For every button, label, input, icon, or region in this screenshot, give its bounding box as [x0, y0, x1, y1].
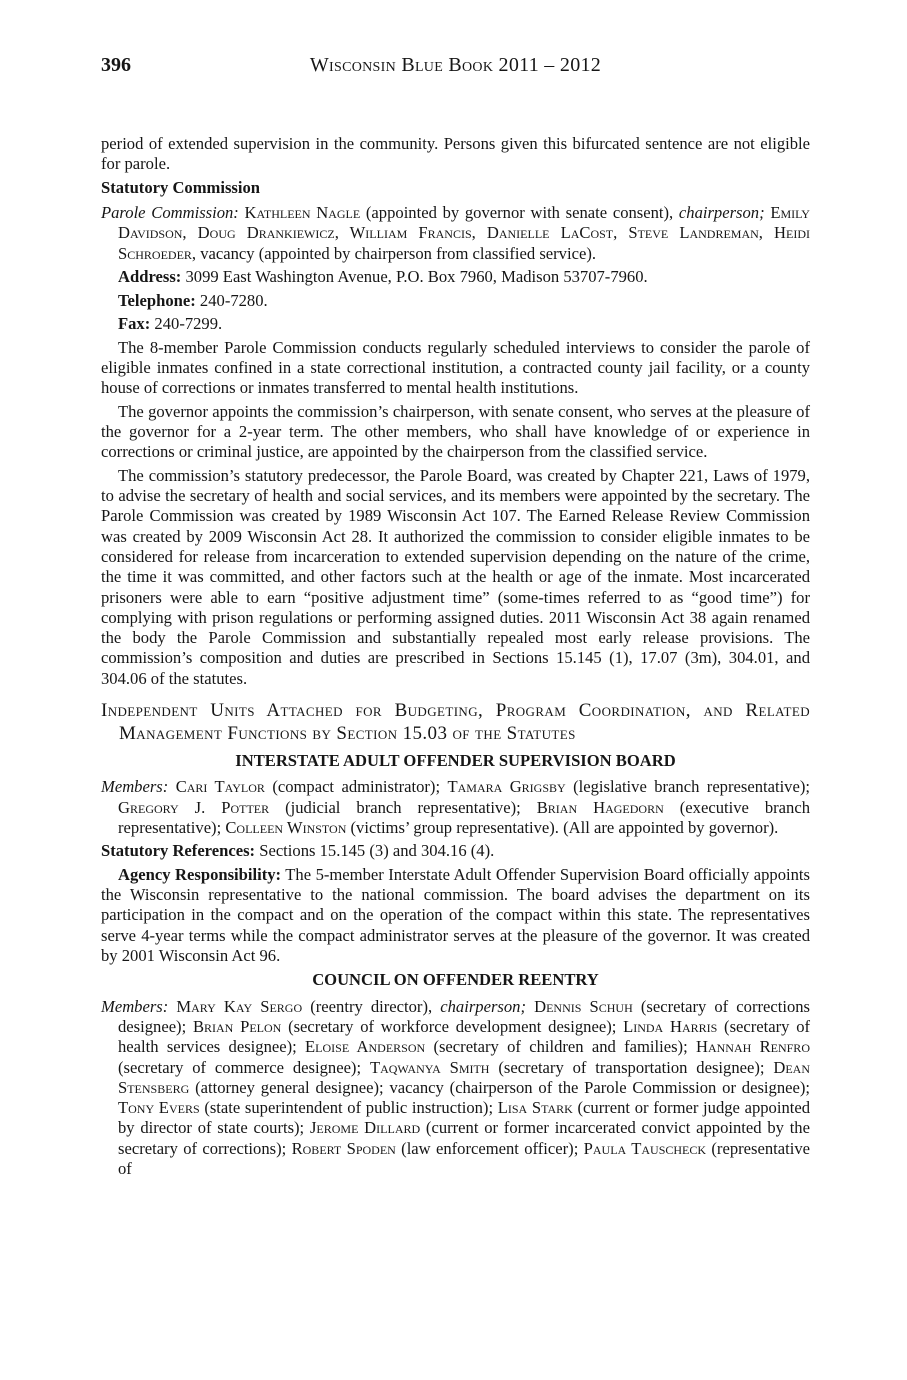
chair-name: Mary Kay Sergo: [176, 996, 303, 1016]
member-role: (attorney general designee); vacancy (chairperson of the Parole Commission or designee);: [195, 1077, 810, 1097]
member-name: Tony Evers: [118, 1098, 200, 1118]
page-body: [101, 134, 810, 1183]
page-header: [101, 54, 810, 82]
member-role: (current or former incarcerated convict appointed by the secretary of corrections);: [118, 1118, 810, 1158]
statutory-references-text: Sections 15.145 (3) and 304.16 (4).: [259, 841, 495, 861]
member-role: (victims’ group representative).: [350, 817, 559, 837]
agency-responsibility-text: The 5-member Interstate Adult Offender Supervision Board officially appoints the Wisconsin representative to the national commission. The board advises the department on its participation in the compact and on the operation of the compact within this state. The representatives serve 4-year terms while the compact administrator serves at the pleasure of the governor. It was created by 2001 Wisconsin Act 96.: [101, 864, 810, 966]
statutory-references: [101, 841, 810, 861]
member-role: (current or former judge appointed by director of state courts);: [118, 1098, 811, 1138]
address-value: 3099 East Washington Avenue, P.O. Box 7960, Madison 53707-7960.: [185, 267, 648, 287]
reentry-council-members: [101, 997, 810, 1180]
chair-text: (appointed by governor with senate consent),: [365, 203, 674, 223]
interstate-board-heading: INTERSTATE ADULT OFFENDER SUPERVISION BOARD: [235, 751, 676, 771]
member-name: Cari Taylor: [175, 777, 265, 797]
member-name: Dennis Schuh: [534, 996, 633, 1016]
member-name: Eloise Anderson: [305, 1037, 426, 1057]
independent-units-heading: Independent Units Attached for Budgeting, Program Coordination, and Related Management Functions by Section 15.03 of the Statutes: [101, 700, 810, 745]
member-name: Tamara Grigsby: [447, 777, 566, 797]
member-name: Dean Stensberg: [118, 1057, 810, 1097]
telephone-line: [101, 291, 810, 311]
chair-name: Kathleen Nagle: [244, 203, 361, 223]
interstate-board-members: [101, 777, 810, 838]
member-name: Paula Tauscheck: [583, 1138, 707, 1158]
member-names: Emily Davidson, Doug Drankiewicz, William Francis, Danielle LaCost, Steve Landreman, Heidi Schroeder,: [118, 203, 810, 263]
member-role: (judicial branch representative);: [285, 797, 521, 817]
chair-role: chairperson;: [440, 996, 526, 1016]
chair-text: (reentry director),: [310, 996, 433, 1016]
member-role: (secretary of transportation designee);: [498, 1057, 765, 1077]
agency-responsibility: [101, 865, 810, 966]
member-role: (representative of: [118, 1138, 810, 1179]
member-name: Hannah Renfro: [695, 1037, 810, 1057]
address-line: [101, 267, 810, 287]
member-role: (secretary of commerce designee);: [118, 1057, 362, 1077]
member-name: Robert Spoden: [291, 1138, 396, 1158]
telephone-value: 240-7280.: [199, 290, 268, 310]
member-role: (compact administrator);: [272, 777, 441, 797]
commission-paragraph: The 8-member Parole Commission conducts regularly scheduled interviews to consider the parole of eligible inmates confined in a state correctional institution, a contracted county jail facility, or a county house of corrections or inmates transferred to mental health institutions.: [101, 337, 810, 398]
fax-label: Fax:: [118, 314, 151, 334]
parole-commission-members: [101, 203, 810, 264]
commission-paragraph: The governor appoints the commission’s chairperson, with senate consent, who serves at the pleasure of the governor for a 2-year term. The other members, who shall have knowledge of or experience in corrections or criminal justice, are appointed by the chairperson from the classified service.: [101, 401, 810, 462]
member-role: (executive branch representative);: [118, 797, 811, 837]
member-name: Brian Pelon: [192, 1016, 282, 1036]
member-role: (legislative branch representative);: [573, 777, 810, 797]
member-name: Taqwanya Smith: [369, 1057, 490, 1077]
intro-paragraph: period of extended supervision in the community. Persons given this bifurcated sentence are not eligible for parole.: [101, 134, 810, 174]
member-name: Brian Hagedorn: [536, 797, 664, 817]
member-name: Jerome Dillard: [309, 1118, 421, 1138]
telephone-label: Telephone:: [118, 290, 196, 310]
address-label: Address:: [118, 267, 182, 287]
member-name: Linda Harris: [623, 1016, 718, 1036]
member-name: Gregory J. Potter: [118, 797, 270, 817]
reentry-council-heading: COUNCIL ON OFFENDER REENTRY: [312, 970, 599, 990]
member-role: (law enforcement officer);: [401, 1138, 579, 1158]
commission-paragraph: The commission’s statutory predecessor, the Parole Board, was created by Chapter 221, Laws of 1979, to advise the secretary of health and social services, and its members were appointed by the secretary. The Parole Commission was created by 1989 Wisconsin Act 107. The Earned Release Review Commission was created by 2009 Wisconsin Act 28. It authorized the commission to consider eligible inmates to be considered for release from incarceration to extended supervision depending on the nature of the crime, the time it was committed, and other factors such at the health or age of the inmate. Most incarcerated prisoners were able to earn “positive adjustment time” (some-times referred to as “good time”) for complying with prison regulations or performing assigned duties. 2011 Wisconsin Act 38 again renamed the body the Parole Commission and substantially repealed most early release provisions. The commission’s composition and duties are prescribed in Sections 15.145 (1), 17.07 (3m), 304.01, and 304.06 of the statutes.: [101, 465, 810, 688]
member-role: (secretary of health services designee);: [118, 1016, 811, 1057]
member-role: (secretary of children and families);: [433, 1037, 688, 1057]
fax-value: 240-7299.: [154, 314, 223, 334]
member-name: Lisa Stark: [497, 1098, 573, 1118]
member-name: Colleen Winston: [225, 817, 347, 837]
members-tail: vacancy (appointed by chairperson from classified service).: [200, 243, 596, 263]
agency-responsibility-label: Agency Responsibility:: [118, 864, 282, 884]
running-title: Wisconsin Blue Book 2011 – 2012: [309, 54, 602, 76]
members-label: Members:: [101, 777, 169, 797]
chair-role: chairperson;: [678, 203, 765, 223]
members-label: Members:: [101, 996, 169, 1016]
statutory-references-label: Statutory References:: [101, 841, 256, 861]
member-role: (secretary of workforce development designee);: [288, 1016, 617, 1036]
parole-commission-label: Parole Commission:: [101, 203, 239, 223]
statutory-commission-heading: Statutory Commission: [101, 177, 261, 197]
member-role: (secretary of corrections designee);: [118, 996, 811, 1036]
fax-line: [101, 314, 810, 334]
member-role: (state superintendent of public instruction);: [204, 1098, 494, 1118]
page-number: 396: [101, 54, 131, 76]
members-tail: (All are appointed by governor).: [563, 817, 779, 837]
